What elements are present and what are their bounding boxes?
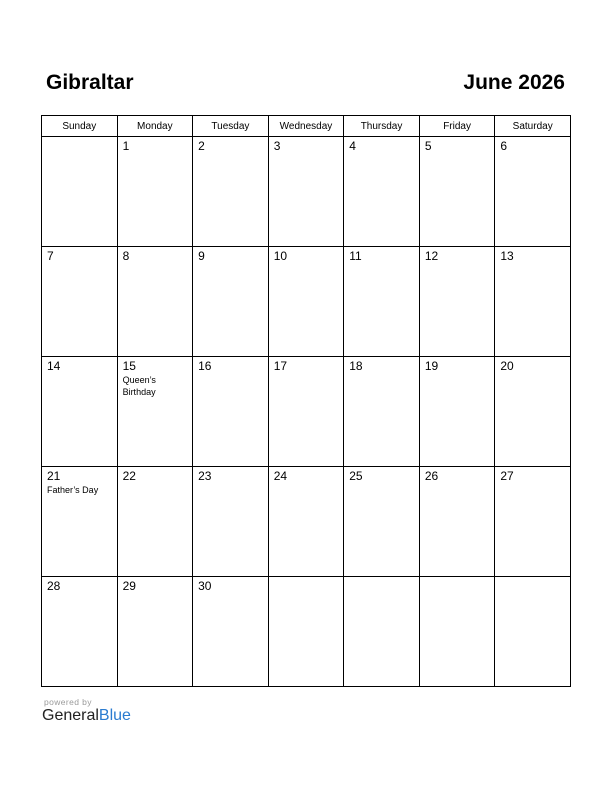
day-cell: [117, 247, 193, 357]
day-number: 6: [500, 139, 508, 153]
brand-general-text: General: [42, 707, 99, 724]
day-cell: [419, 577, 495, 687]
day-cell: [495, 467, 571, 577]
holiday-label: Father’s Day: [47, 485, 99, 495]
day-cell: [268, 247, 344, 357]
day-number: 27: [500, 469, 514, 483]
day-cell: [42, 467, 118, 577]
day-number: 1: [122, 139, 130, 153]
day-cell: [344, 467, 420, 577]
day-cell: [193, 577, 269, 687]
day-number: 16: [198, 359, 212, 373]
day-cell: [495, 357, 571, 467]
day-number: [42, 137, 117, 140]
day-number: 19: [424, 359, 439, 373]
day-number: 17: [273, 359, 288, 373]
weekday-header: Saturday: [495, 116, 571, 137]
day-number: 9: [198, 249, 205, 263]
day-number: 13: [500, 249, 514, 263]
weekday-header: Wednesday: [268, 116, 344, 137]
day-cell: [193, 137, 269, 247]
day-cell: [268, 467, 344, 577]
week-row: [42, 467, 571, 577]
day-number: 7: [47, 249, 54, 263]
day-number: 10: [273, 249, 288, 263]
day-cell: [193, 247, 269, 357]
day-cell: [193, 357, 269, 467]
day-cell: [42, 137, 118, 247]
weekday-header-row: [42, 116, 571, 137]
day-cell: [117, 577, 193, 687]
generalblue-logo: [42, 707, 131, 725]
day-number: 8: [122, 249, 130, 263]
day-number: [344, 577, 419, 580]
weekday-header: Monday: [117, 116, 193, 137]
week-row: [42, 357, 571, 467]
day-cell: [495, 137, 571, 247]
day-cell: [268, 577, 344, 687]
day-number: 30: [198, 579, 212, 593]
weekday-header: Tuesday: [193, 116, 269, 137]
day-number: 25: [349, 469, 363, 483]
day-cell: [268, 137, 344, 247]
footer-branding: [42, 697, 131, 725]
week-row: [42, 137, 571, 247]
brand-blue-text: Blue: [98, 707, 131, 724]
day-number: 28: [47, 579, 61, 593]
day-number: 20: [500, 359, 514, 373]
day-number: 15: [122, 359, 136, 373]
calendar-grid: [41, 115, 571, 687]
day-number: 14: [47, 359, 61, 373]
day-cell: [268, 357, 344, 467]
day-number: 26: [424, 469, 439, 483]
day-cell: [344, 247, 420, 357]
country-title: Gibraltar: [46, 71, 134, 94]
day-cell: [344, 357, 420, 467]
day-cell: [419, 357, 495, 467]
day-number: 5: [424, 139, 432, 153]
day-number: 2: [198, 139, 205, 153]
weekday-header: Thursday: [344, 116, 420, 137]
day-cell: [344, 137, 420, 247]
day-cell: [193, 467, 269, 577]
month-year-title: June 2026: [463, 71, 565, 94]
weekday-header: Friday: [419, 116, 495, 137]
weekday-header: Sunday: [42, 116, 118, 137]
day-cell: [117, 357, 193, 467]
day-number: [269, 577, 344, 580]
day-cell: [42, 357, 118, 467]
day-number: 22: [122, 469, 136, 483]
day-cell: [344, 577, 420, 687]
day-number: 11: [349, 249, 362, 263]
holiday-label: Queen’s Birthday: [122, 375, 156, 397]
day-cell: [419, 247, 495, 357]
week-row: [42, 247, 571, 357]
day-number: 4: [349, 139, 356, 153]
day-cell: [42, 577, 118, 687]
day-cell: [42, 247, 118, 357]
day-cell: [495, 247, 571, 357]
day-number: [495, 577, 570, 580]
day-number: 21: [47, 469, 61, 483]
day-number: 18: [349, 359, 363, 373]
day-number: [420, 577, 495, 580]
day-cell: [117, 137, 193, 247]
day-number: 24: [273, 469, 288, 483]
week-row: [42, 577, 571, 687]
day-number: 12: [424, 249, 439, 263]
day-cell: [419, 137, 495, 247]
day-number: 23: [198, 469, 212, 483]
powered-by-text: powered by: [44, 697, 92, 707]
day-number: 29: [122, 579, 136, 593]
day-cell: [419, 467, 495, 577]
day-cell: [117, 467, 193, 577]
day-cell: [495, 577, 571, 687]
day-number: 3: [273, 139, 281, 153]
